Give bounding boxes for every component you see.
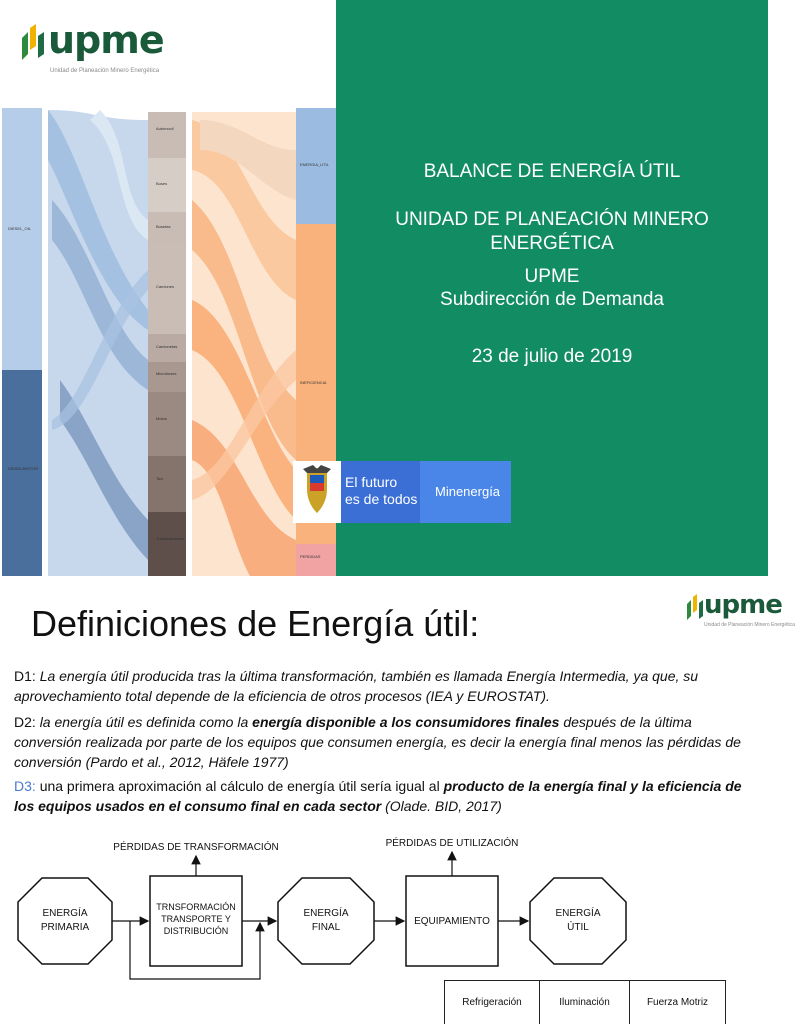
upme-logo-tagline: Unidad de Planeación Minero Energética: [50, 68, 160, 74]
useful-energy-line1: ENERGÍA: [555, 908, 601, 919]
d1-text: La energía útil producida tras la última transformación, también es llamada Energía Intermedia, ya que, su aprovechamiento total depende de la eficiencia de otros procesos (IEA y EUROSTAT).: [14, 668, 699, 704]
upme-logo-tagline-small: Unidad de Planeación Minero Energética: [704, 622, 795, 628]
upme-logo-word-small: upme: [704, 590, 782, 620]
primary-energy-line2: PRIMARIA: [40, 922, 90, 933]
svg-text:Busetas: Busetas: [156, 224, 171, 229]
upme-logo-word: upme: [48, 18, 164, 62]
svg-text:Motos: Motos: [156, 416, 167, 421]
transformation-line2: TRANSPORTE Y: [161, 914, 231, 924]
use-motive-power: Fuerza Motriz: [630, 980, 726, 1024]
colombia-crest-icon: [293, 461, 341, 523]
government-badge: [293, 461, 511, 523]
svg-text:Camiones: Camiones: [156, 284, 175, 289]
d2-text-a: la energía útil es definida como la: [39, 714, 253, 730]
transformation-line3: DISTRIBUCIÓN: [163, 926, 229, 936]
d3-label: D3:: [14, 778, 36, 794]
use-lighting: Iluminación: [540, 980, 630, 1024]
losses-transformation-label: PÉRDIDAS DE TRANSFORMACIÓN: [113, 842, 279, 853]
final-energy-line2: FINAL: [311, 922, 341, 933]
page-title: Definiciones de Energía útil:: [31, 603, 480, 644]
svg-text:PERDIDAS: PERDIDAS: [300, 554, 321, 559]
svg-text:Camionetas: Camionetas: [156, 344, 178, 349]
d3-text-a: una primera aproximación al cálculo de energía útil sería igual al: [39, 778, 444, 794]
useful-energy-node: [530, 878, 626, 964]
final-energy-node: [278, 878, 374, 964]
svg-text:Tractocamiones: Tractocamiones: [156, 536, 185, 541]
title-line-4: UPME: [524, 266, 580, 287]
svg-text:Automovil: Automovil: [156, 126, 174, 131]
d3-bold: producto de la energía final y la eficiencia de los equipos usados en el consumo final en cada sector: [14, 778, 742, 814]
d2-label: D2:: [14, 714, 36, 730]
svg-text:DIESEL/MOTOR: DIESEL/MOTOR: [8, 466, 39, 471]
title-line-3: ENERGÉTICA: [490, 233, 614, 254]
title-line-2: UNIDAD DE PLANEACIÓN MINERO: [395, 209, 709, 230]
title-line-6: 23 de julio de 2019: [471, 346, 633, 367]
transformation-line1: TRNSFORMACIÓN: [156, 902, 236, 912]
svg-text:Microbuses: Microbuses: [156, 371, 177, 376]
final-energy-line1: ENERGÍA: [303, 908, 349, 919]
sankey-diagram-panel: [0, 0, 336, 576]
svg-text:Buses: Buses: [156, 181, 168, 186]
definition-d1: [14, 666, 754, 706]
title-line-1: BALANCE DE ENERGÍA ÚTIL: [423, 161, 681, 182]
svg-text:INEFICIENCIA: INEFICIENCIA: [300, 380, 327, 385]
d2-bold: energía disponible a los consumidores finales: [252, 714, 560, 730]
useful-energy-line2: ÚTIL: [567, 922, 589, 933]
primary-energy-line1: ENERGÍA: [42, 908, 88, 919]
upme-leaf-icon-small: [684, 594, 706, 624]
title-line-5: Subdirección de Demanda: [440, 289, 664, 310]
end-uses-table: [444, 980, 726, 1024]
svg-text:ENERGIA_UTIL: ENERGIA_UTIL: [300, 162, 329, 167]
svg-text:DIESEL_OIL: DIESEL_OIL: [8, 226, 31, 231]
losses-utilization-label: PÉRDIDAS DE UTILIZACIÓN: [385, 838, 519, 849]
use-refrigeration: Refrigeración: [444, 980, 540, 1024]
sankey-flows: [0, 0, 336, 576]
d1-label: D1:: [14, 668, 36, 684]
svg-text:Taxi: Taxi: [156, 476, 164, 481]
d3-text-b: (Olade. BID, 2017): [381, 798, 502, 814]
badge-ministry: Minenergía: [435, 484, 501, 499]
badge-line-2: es de todos: [345, 491, 418, 507]
badge-line-1: El futuro: [345, 474, 398, 490]
definition-d2: [14, 712, 754, 772]
definition-d3: [14, 776, 754, 816]
primary-energy-node: [18, 878, 112, 964]
d2-text-b: después de la última conversión realizada por parte de los equipos que consumen energía, es decir la energía final menos las pérdidas de conversión (Pardo et al., 2012, Häfele 1977): [14, 714, 741, 770]
equipment-label: EQUIPAMIENTO: [414, 916, 490, 927]
definitions-slide: [0, 576, 795, 1024]
